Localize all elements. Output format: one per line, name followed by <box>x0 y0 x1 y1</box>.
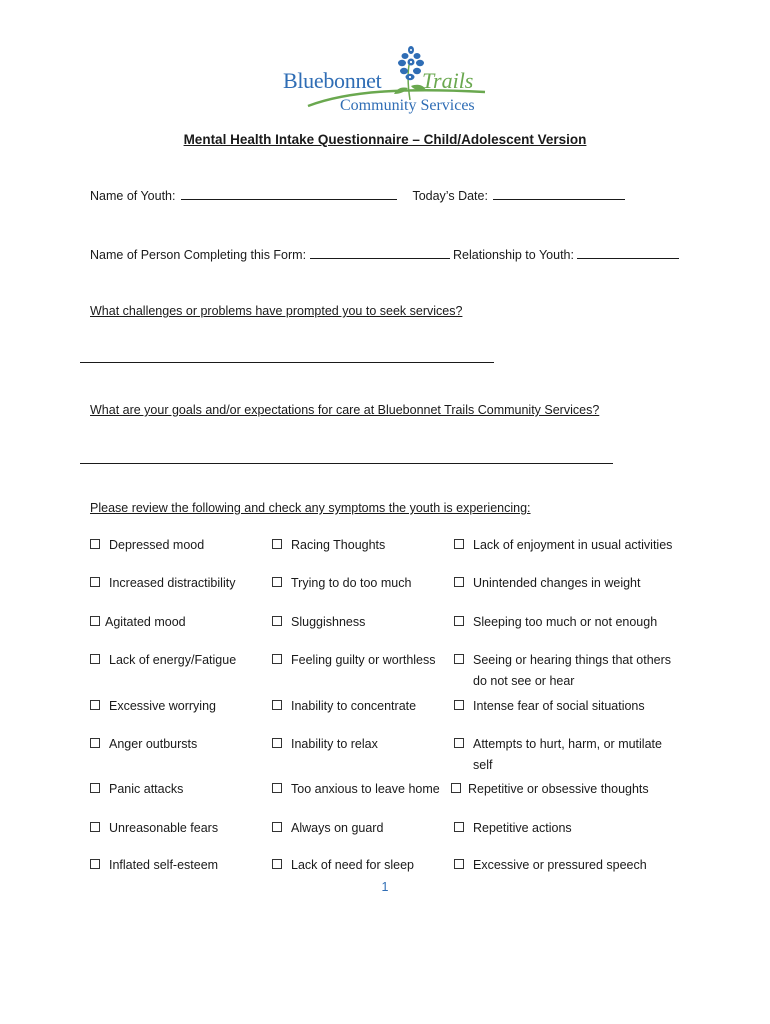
symptom-item[interactable]: Lack of energy/Fatigue <box>90 650 320 671</box>
checkbox[interactable] <box>272 577 282 587</box>
checkbox[interactable] <box>454 738 464 748</box>
symptom-item[interactable]: Unreasonable fears <box>90 818 320 839</box>
completer-label: Name of Person Completing this Form: <box>90 248 307 262</box>
challenges-answer-line[interactable] <box>80 362 494 363</box>
symptom-item[interactable]: Inflated self-esteem <box>90 855 320 876</box>
symptom-item[interactable]: Lack of need for sleep <box>272 855 502 876</box>
date-label: Today’s Date: <box>412 189 488 203</box>
symptom-item[interactable]: Increased distractibility <box>90 573 320 594</box>
checkbox[interactable] <box>90 700 100 710</box>
symptom-item[interactable]: Trying to do too much <box>272 573 502 594</box>
symptom-item[interactable]: Depressed mood <box>90 535 320 556</box>
symptom-item[interactable]: Anger outbursts <box>90 734 320 755</box>
checkbox[interactable] <box>272 859 282 869</box>
symptom-item[interactable]: Excessive or pressured speech <box>454 855 684 876</box>
youth-name-row <box>90 187 625 203</box>
logo-subtitle: Community Services <box>340 97 475 114</box>
checkbox[interactable] <box>454 700 464 710</box>
checkbox[interactable] <box>90 738 100 748</box>
symptom-item[interactable]: Feeling guilty or worthless <box>272 650 502 671</box>
challenges-question: What challenges or problems have prompted you to seek services? <box>90 304 463 318</box>
symptom-item[interactable]: Repetitive or obsessive thoughts <box>451 779 681 800</box>
symptom-item[interactable]: Inability to relax <box>272 734 502 755</box>
checkbox[interactable] <box>90 822 100 832</box>
logo-name-part1: Bluebonnet <box>283 68 382 93</box>
checkbox[interactable] <box>90 577 100 587</box>
checkbox[interactable] <box>454 616 464 626</box>
symptoms-intro: Please review the following and check any symptoms the youth is experiencing: <box>90 501 531 515</box>
youth-name-label: Name of Youth: <box>90 189 176 203</box>
checkbox[interactable] <box>454 577 464 587</box>
completer-field[interactable] <box>310 246 450 259</box>
symptom-item[interactable]: Intense fear of social situations <box>454 696 684 717</box>
symptom-item[interactable]: Agitated mood <box>90 612 320 633</box>
symptom-item[interactable]: Sleeping too much or not enough <box>454 612 684 633</box>
checkbox[interactable] <box>272 783 282 793</box>
checkbox[interactable] <box>90 783 100 793</box>
page-number: 1 <box>381 880 389 894</box>
relationship-label: Relationship to Youth: <box>453 248 574 262</box>
checkbox[interactable] <box>454 822 464 832</box>
checkbox[interactable] <box>272 700 282 710</box>
symptom-item[interactable]: Attempts to hurt, harm, or mutilate self <box>454 734 684 776</box>
checkbox[interactable] <box>272 539 282 549</box>
checkbox[interactable] <box>272 738 282 748</box>
checkbox[interactable] <box>451 783 461 793</box>
symptom-item[interactable]: Repetitive actions <box>454 818 684 839</box>
checkbox[interactable] <box>90 654 100 664</box>
checkbox[interactable] <box>454 654 464 664</box>
youth-name-field[interactable] <box>181 187 397 200</box>
symptom-item[interactable]: Inability to concentrate <box>272 696 502 717</box>
symptom-item[interactable]: Sluggishness <box>272 612 502 633</box>
checkbox[interactable] <box>90 539 100 549</box>
checkbox[interactable] <box>272 654 282 664</box>
symptom-item[interactable]: Unintended changes in weight <box>454 573 684 594</box>
symptom-item[interactable]: Panic attacks <box>90 779 320 800</box>
checkbox[interactable] <box>90 859 100 869</box>
logo-name-part2: Trails <box>422 68 474 93</box>
symptom-item[interactable]: Lack of enjoyment in usual activities <box>454 535 684 556</box>
symptom-item[interactable]: Excessive worrying <box>90 696 320 717</box>
organization-logo <box>280 42 492 122</box>
symptom-item[interactable]: Too anxious to leave home <box>272 779 502 800</box>
symptom-item[interactable]: Seeing or hearing things that others do not see or hear <box>454 650 684 692</box>
goals-question: What are your goals and/or expectations for care at Bluebonnet Trails Community Services? <box>90 403 600 417</box>
symptom-item[interactable]: Always on guard <box>272 818 502 839</box>
checkbox[interactable] <box>90 616 100 626</box>
relationship-field[interactable] <box>577 246 679 259</box>
completer-row <box>90 246 679 262</box>
checkbox[interactable] <box>454 859 464 869</box>
checkbox[interactable] <box>272 822 282 832</box>
page-title: Mental Health Intake Questionnaire – Child/Adolescent Version <box>183 132 587 147</box>
checkbox[interactable] <box>272 616 282 626</box>
symptom-item[interactable]: Racing Thoughts <box>272 535 502 556</box>
goals-answer-line[interactable] <box>80 463 613 464</box>
checkbox[interactable] <box>454 539 464 549</box>
date-field[interactable] <box>493 187 625 200</box>
